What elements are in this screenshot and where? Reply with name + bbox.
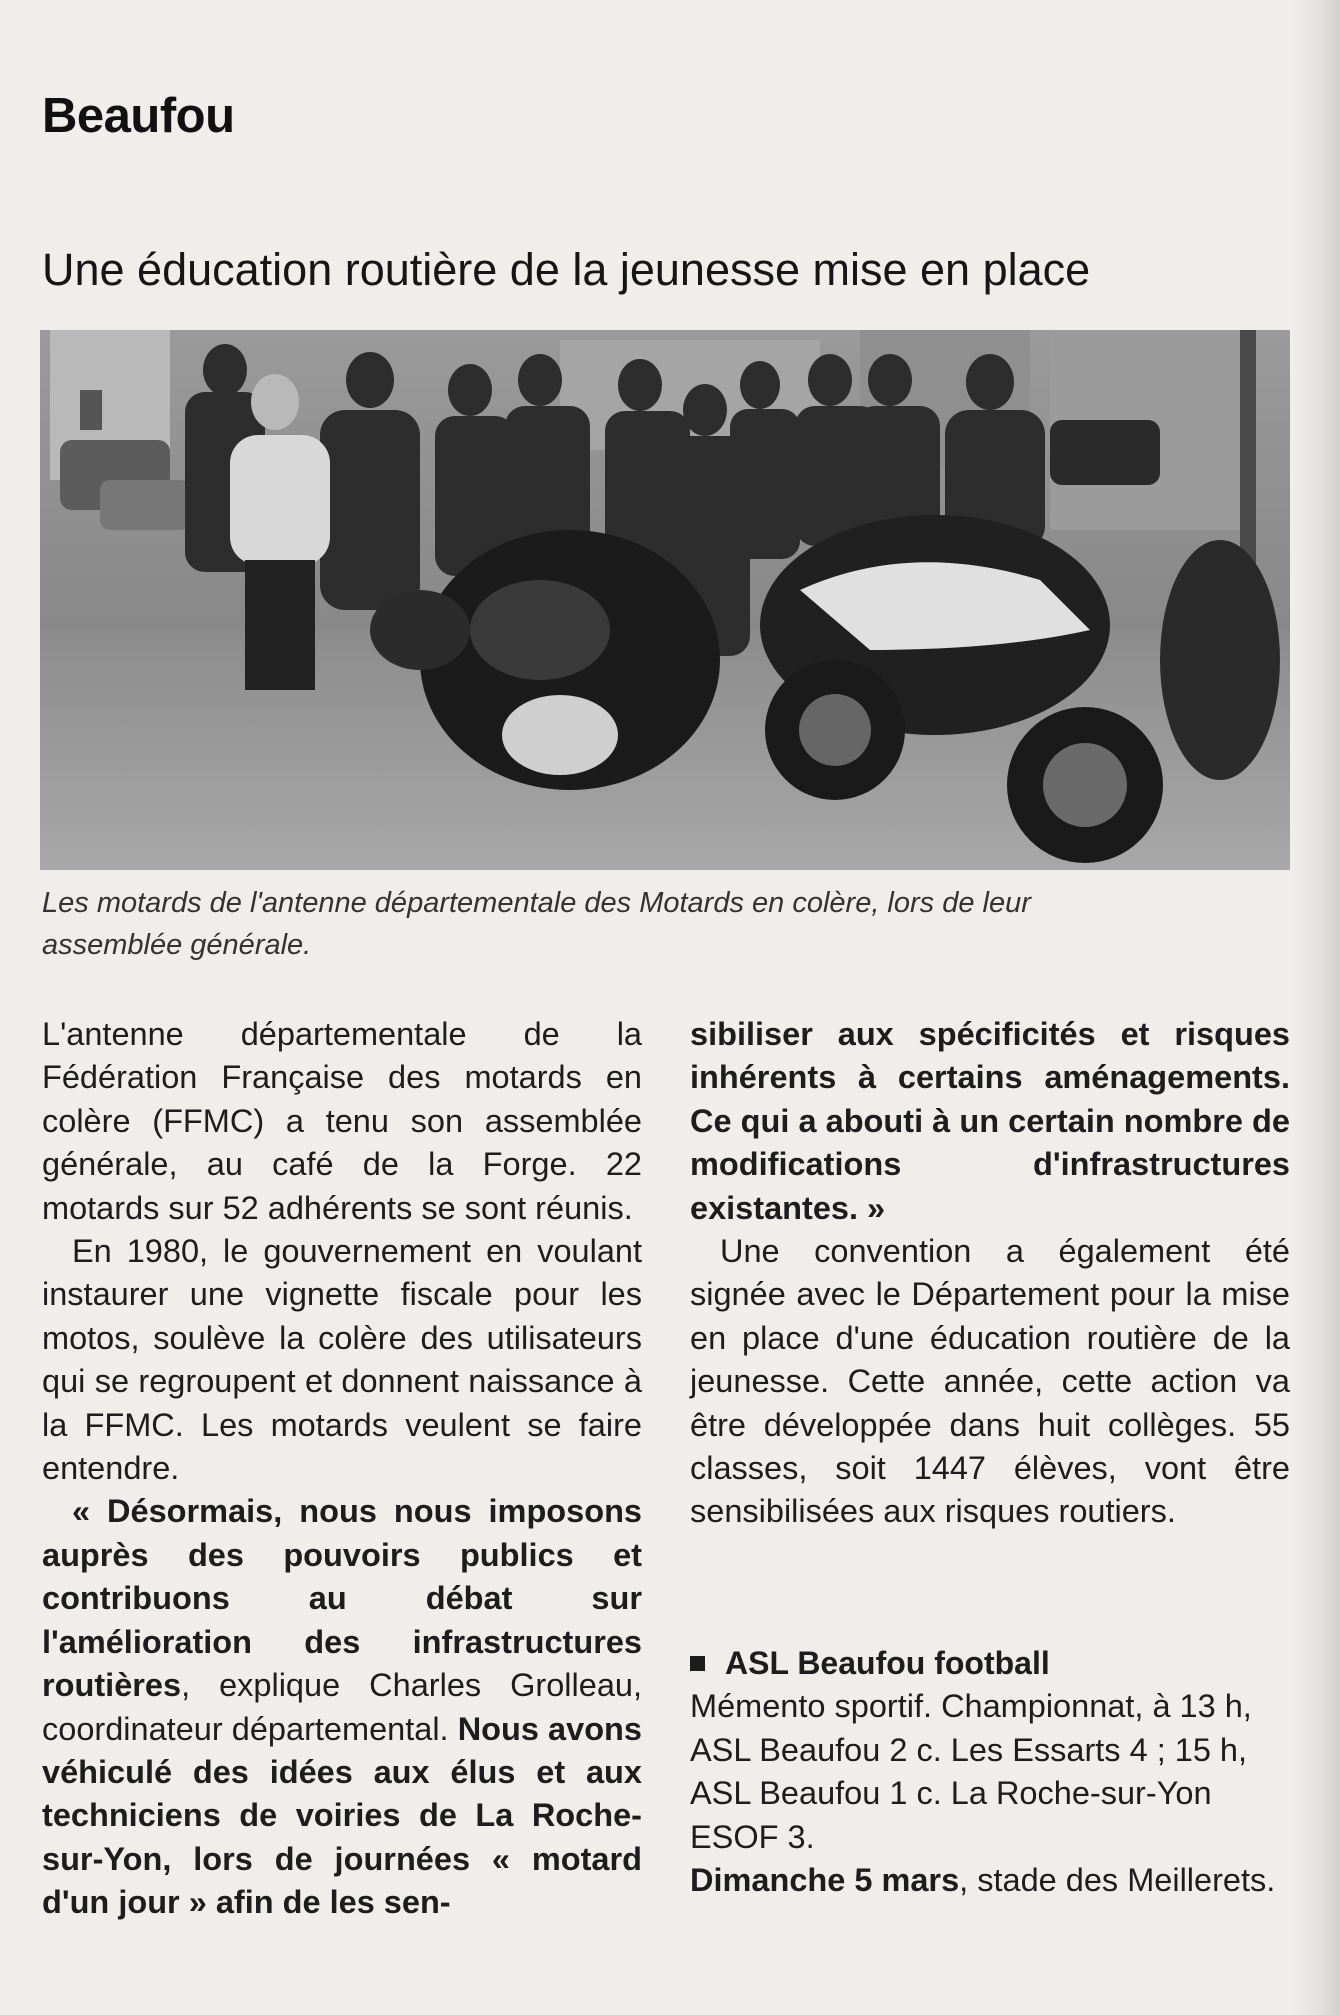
article-left-column	[42, 1013, 642, 1925]
article-right-column	[690, 1013, 1290, 1902]
brief-date: Dimanche 5 mars	[690, 1861, 960, 1898]
brief-date-line	[690, 1859, 1290, 1902]
article-paragraph-1: L'antenne départementale de la Fédération Française des motards en colère (FFMC) a tenu son assemblée générale, au café de la Forge. 22 motards sur 52 adhérents se sont réunis.	[42, 1016, 642, 1226]
quote-attribution: , explique Charles Grolleau, coordinateur départemental.	[42, 1667, 642, 1747]
article-paragraph-2: En 1980, le gouvernement en voulant instaurer une vignette fiscale pour les motos, soulève la colère des utilisateurs qui se regroupent et donnent naissance à la FFMC. Les motards veulent se faire entendre.	[42, 1233, 642, 1487]
photo-caption: Les motards de l'antenne départementale des Motards en colère, lors de leur assemblée générale.	[42, 887, 1031, 961]
article-paragraph-4: Une convention a également été signée avec le Département pour la mise en place d'une éducation routière de la jeunesse. Cette année, cette action va être développée dans huit collèges. 55 classes, soit 1447 élèves, vont être sensibilisées aux risques routiers.	[690, 1233, 1290, 1530]
quote-part-2: Nous avons véhiculé des idées aux élus et aux techniciens de voiries de La Roche-sur-Yon, lors de journées « motard d'un jour » afin de les sen-	[42, 1710, 642, 1921]
brief-title	[690, 1642, 1290, 1685]
article-headline: Une éducation routière de la jeunesse mise en place	[42, 244, 1091, 295]
quote-continuation: sibiliser aux spécificités et risques inhérents à certains aménagements. Ce qui a abouti à un certain nombre de modifications d'infrastructures existantes. »	[690, 1016, 1290, 1226]
article-paragraph-3	[42, 1490, 642, 1924]
square-bullet-icon	[690, 1656, 705, 1671]
brief-body: Mémento sportif. Championnat, à 13 h, ASL Beaufou 2 c. Les Essarts 4 ; 15 h, ASL Beaufou 1 c. La Roche-sur-Yon ESOF 3.	[690, 1688, 1252, 1855]
brief-venue: , stade des Meillerets.	[959, 1861, 1276, 1898]
section-label: Beaufou	[42, 89, 235, 143]
quote-part-1: « Désormais, nous nous imposons auprès des pouvoirs publics et contribuons au débat sur l'amélioration des infrastructures routières	[42, 1493, 642, 1704]
article-photo	[40, 330, 1290, 870]
paper-edge-shadow	[1292, 0, 1340, 2015]
brief-title-text: ASL Beaufou football	[725, 1644, 1050, 1681]
